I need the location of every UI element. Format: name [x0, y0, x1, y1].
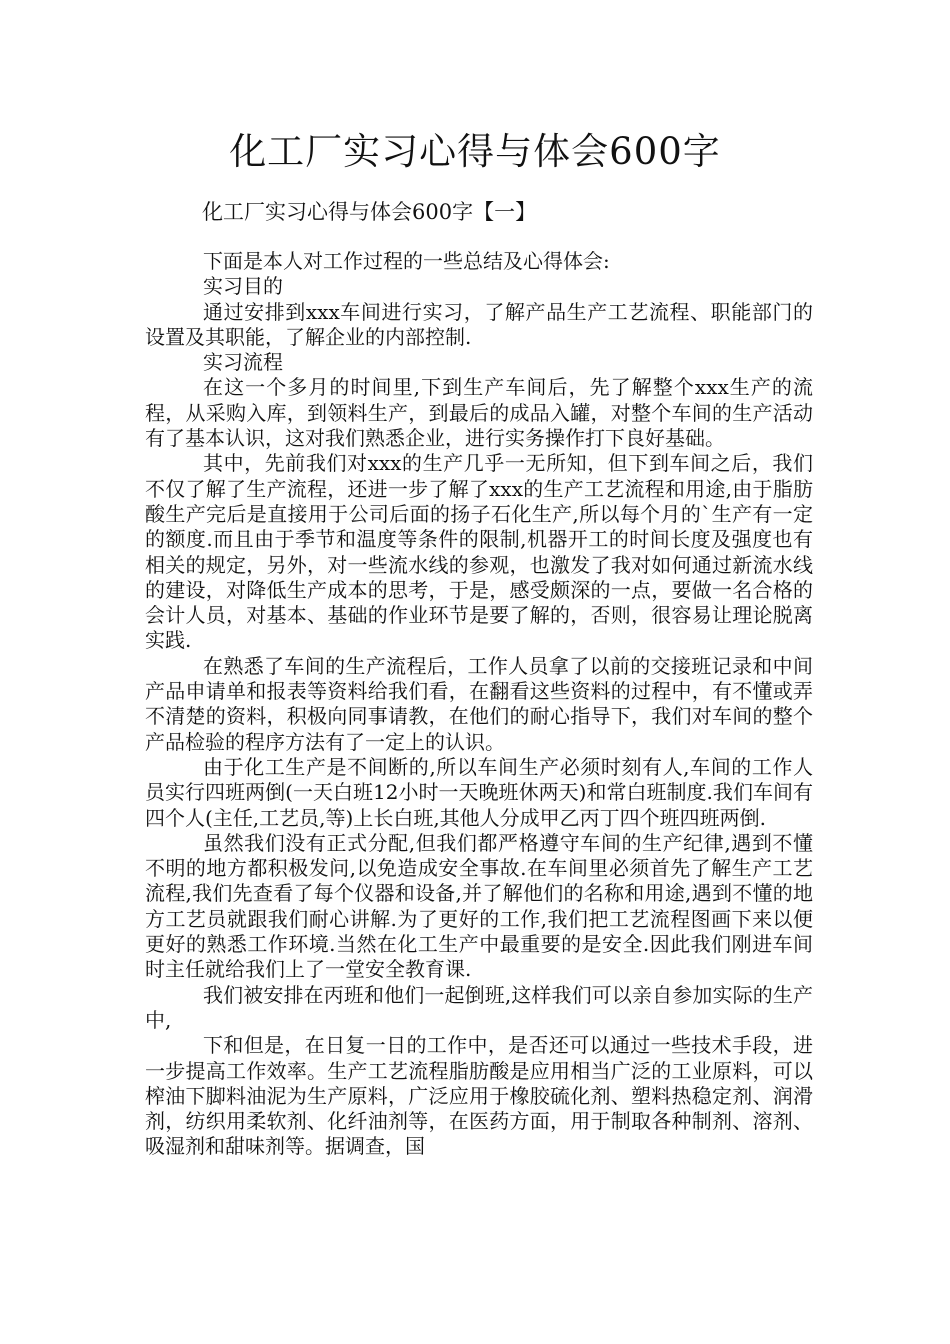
paragraph-purpose: 通过安排到xxx车间进行实习，了解产品生产工艺流程、职能部门的设置及其职能，了解企业的内部控制.: [145, 299, 813, 349]
paragraph-process-2: 其中，先前我们对xxx的生产几乎一无所知，但下到车间之后，我们不仅了解了生产流程，还进一步了解了xxx的生产工艺流程和用途,由于脂肪酸生产完后是直接用于公司后面的扬子石化生产,所以每个月的`生产有一定的额度.而且由于季节和温度等条件的限制,机器开工的时间长度及强度也有相关的规定，另外，对一些流水线的参观，也激发了我对如何通过新流水线的建设，对降低生产成本的思考，于是，感受颇深的一点，要做一名合格的会计人员，对基本、基础的作业环节是要了解的，否则，很容易让理论脱离实践.: [145, 451, 813, 653]
paragraph-process-3: 在熟悉了车间的生产流程后，工作人员拿了以前的交接班记录和中间产品申请单和报表等资料给我们看，在翻看这些资料的过程中，有不懂或弄不清楚的资料，积极向同事请教，在他们的耐心指导下，我们对车间的整个产品检验的程序方法有了一定上的认识。: [145, 653, 813, 754]
paragraph-efficiency: 下和但是，在日复一日的工作中，是否还可以通过一些技术手段，进一步提高工作效率。生产工艺流程脂肪酸是应用相当广泛的工业原料，可以榨油下脚料油泥为生产原料，广泛应用于橡胶硫化剂、塑料热稳定剂、润滑剂，纺织用柔软剂、化纤油剂等，在医药方面，用于制取各种制剂、溶剂、吸湿剂和甜味剂等。据调查，国: [145, 1033, 813, 1159]
paragraph-intro: 下面是本人对工作过程的一些总结及心得体会:: [203, 249, 610, 273]
paragraph-assignment: 我们被安排在丙班和他们一起倒班,这样我们可以亲自参加实际的生产中,: [145, 982, 813, 1032]
paragraph-shifts: 由于化工生产是不间断的,所以车间生产必须时刻有人,车间的工作人员实行四班两倒(一天白班12小时一天晚班休两天)和常白班制度.我们车间有四个人(主任,工艺员,等)上长白班,其他人分成甲乙丙丁四个班四班两倒.: [145, 754, 813, 830]
paragraph-safety: 虽然我们没有正式分配,但我们都严格遵守车间的生产纪律,遇到不懂不明的地方都积极发问,以免造成安全事故.在车间里必须首先了解生产工艺流程,我们先查看了每个仪器和设备,并了解他们的名称和用途,遇到不懂的地方工艺员就跟我们耐心讲解.为了更好的工作,我们把工艺流程图画下来以便更好的熟悉工作环境.当然在化工生产中最重要的是安全.因此我们刚进车间时主任就给我们上了一堂安全教育课.: [145, 830, 813, 982]
document-body: [145, 249, 813, 1160]
document-title: 化工厂实习心得与体会600字: [229, 130, 721, 173]
document-subtitle: 化工厂实习心得与体会600字【一】: [202, 200, 537, 224]
heading-purpose: 实习目的: [203, 274, 283, 299]
paragraph-process-1: 在这一个多月的时间里,下到生产车间后，先了解整个xxx生产的流程，从采购入库，到领料生产，到最后的成品入罐，对整个车间的生产活动有了基本认识，这对我们熟悉企业，进行实务操作打下良好基础。: [145, 375, 813, 451]
heading-process: 实习流程: [203, 350, 283, 375]
